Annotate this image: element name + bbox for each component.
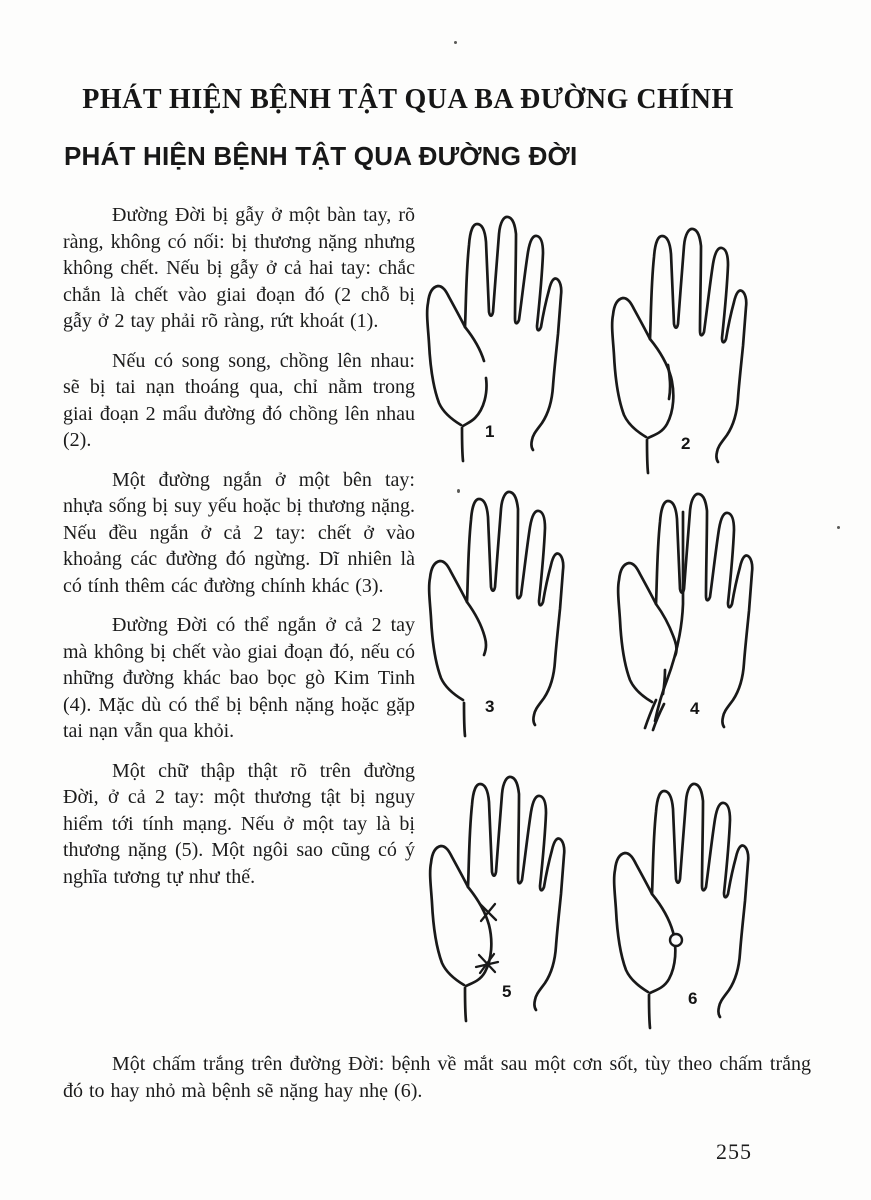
hand-broken-life-line-illustration — [421, 215, 571, 465]
page-title: PHÁT HIỆN BỆNH TẬT QUA BA ĐƯỜNG CHÍNH — [82, 84, 734, 115]
figure-number-2: 2 — [681, 434, 691, 453]
hand-figure-4 — [612, 492, 782, 742]
hand-short-life-line-illustration — [423, 490, 573, 740]
figure-number-3: 3 — [485, 697, 495, 716]
hand-figure-6 — [608, 782, 778, 1032]
hand-wrapped-venus-mount-illustration — [612, 492, 762, 742]
section-subtitle: PHÁT HIỆN BỆNH TẬT QUA ĐƯỜNG ĐỜI — [64, 141, 578, 171]
hand-figure-3 — [423, 490, 593, 740]
page-number: 255 — [716, 1139, 752, 1164]
body-text-column — [63, 202, 415, 903]
paragraph-5: Một chữ thập thật rõ trên đường Đời, ở cả 2 tay: một thương tật bị nguy hiểm tới tính mạng. Nếu ở một tay là bị thương nặng (5). Một ngôi sao cũng có ý nghĩa tương tự như thế. — [63, 759, 415, 888]
scan-speck — [837, 526, 840, 529]
hand-white-dot-life-line-illustration — [608, 782, 758, 1032]
body-text-full-width — [63, 1051, 811, 1117]
figure-number-1: 1 — [485, 422, 495, 441]
figure-number-6: 6 — [688, 989, 698, 1008]
paragraph-4: Đường Đời có thể ngắn ở cả 2 tay mà không bị chết vào giai đoạn đó, nếu có những đường khác bao bọc gò Kim Tinh (4). Mặc dù có thể bị bệnh nặng hoặc gặp tai nạn vẫn qua khỏi. — [63, 614, 415, 742]
paragraph-3: Một đường ngắn ở một bên tay: nhựa sống bị suy yếu hoặc bị thương nặng. Nếu đều ngắn ở cả 2 tay: chết ở vào khoảng các đường đó ngừng. Dĩ nhiên là có tính thêm các đường chính khác (3). — [63, 468, 415, 597]
hand-figure-1 — [421, 215, 591, 465]
hand-figure-5 — [424, 775, 594, 1025]
paragraph-2: Nếu có song song, chồng lên nhau: sẽ bị tai nạn thoáng qua, chỉ nằm trong giai đoạn 2 mẩu đường đó chồng lên nhau (2). — [63, 349, 415, 451]
scan-speck — [454, 41, 457, 44]
figure-number-5: 5 — [502, 982, 512, 1001]
paragraph-6: Một chấm trắng trên đường Đời: bệnh về mắt sau một cơn sốt, tùy theo chấm trắng đó to hay nhỏ mà bệnh sẽ nặng hay nhẹ (6). — [63, 1053, 811, 1102]
hand-cross-marks-life-line-illustration — [424, 775, 574, 1025]
hand-figure-2 — [606, 227, 776, 477]
figure-number-4: 4 — [690, 699, 700, 718]
paragraph-1: Đường Đời bị gẫy ở một bàn tay, rõ ràng, không có nối: bị thương nặng nhưng không chết. Nếu bị gẫy ở cả hai tay: chắc chắn là chết vào giai đoạn đó (2 chỗ bị gẫy ở 2 tay phải rõ ràng, rứt khoát (1). — [63, 204, 415, 332]
scan-speck — [457, 489, 460, 493]
